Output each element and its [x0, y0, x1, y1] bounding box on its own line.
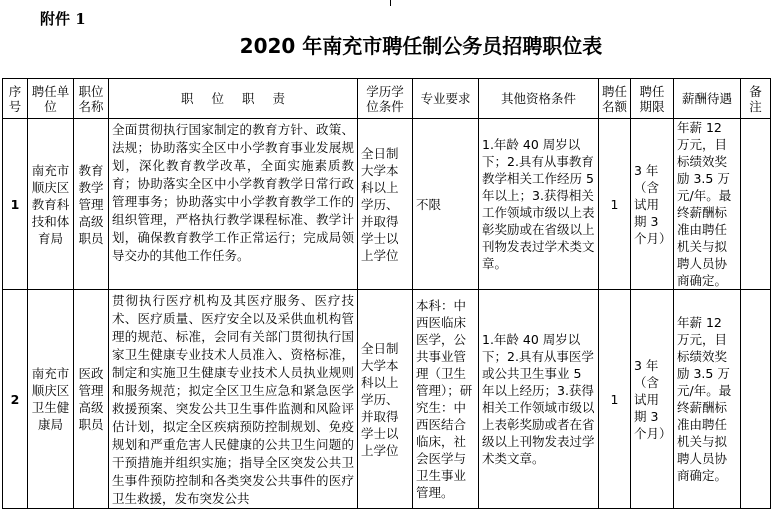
- cell-other: 1.年龄 40 周岁以下；2.具有从事医学或公共卫生事业 5 年以上经历；3.获得相关工作领域市级以上表彰奖励或者在省级以上刊物发表过学术类文章。: [479, 290, 599, 509]
- attachment-label: 附件 1: [40, 10, 86, 28]
- cell-education: 全日制大学本科以上学历、并取得学士以上学位: [358, 119, 413, 290]
- cell-seq: 2: [3, 290, 28, 509]
- header-duties: 职 位 职 责: [109, 79, 358, 119]
- cell-quota: 1: [599, 119, 631, 290]
- header-quota: 聘任名额: [599, 79, 631, 119]
- header-remarks: 备注: [741, 79, 771, 119]
- cell-remarks: [741, 119, 771, 290]
- header-major: 专业要求: [413, 79, 479, 119]
- header-seq: 序号: [3, 79, 28, 119]
- cell-seq: 1: [3, 119, 28, 290]
- header-salary: 薪酬待遇: [674, 79, 741, 119]
- cell-term: 3 年（含试用期 3 个月）: [631, 290, 674, 509]
- cell-major: 不限: [413, 119, 479, 290]
- cell-unit: 南充市顺庆区教育科技和体育局: [28, 119, 74, 290]
- cell-major: 本科：中西医临床医学，公共事业管理（卫生管理）；研究生：中西医结合临床，社会医学与卫生事业管理。: [413, 290, 479, 509]
- header-position: 职位名称: [74, 79, 109, 119]
- cell-remarks: [741, 290, 771, 509]
- header-term: 聘任期限: [631, 79, 674, 119]
- table-row: [3, 290, 771, 509]
- cell-education: 全日制大学本科以上学历、并取得学士以上学位: [358, 290, 413, 509]
- document-title: 2020 年南充市聘任制公务员招聘职位表: [239, 34, 603, 58]
- cell-quota: 1: [599, 290, 631, 509]
- recruitment-table: [2, 78, 771, 509]
- cell-unit: 南充市顺庆区卫生健康局: [28, 290, 74, 509]
- cell-salary: 年薪 12 万元，目标绩效奖励 3.5 万元/年。最终薪酬标准由聘任机关与拟聘人员协商确定。: [674, 290, 741, 509]
- header-other: 其他资格条件: [479, 79, 599, 119]
- cell-duties: 全面贯彻执行国家制定的教育方针、政策、法规；协助落实全区中小学教育事业发展规划，深化教育教学改革，全面实施素质教育；协助落实全区中小学教育教学日常行政管理事务；协助落实中小学教育教学工作的组织管理，严格执行教学课程标准、教学计划，确保教育教学工作正常运行；完成局领导交办的其他工作任务。: [109, 119, 358, 290]
- cell-duties: 贯彻执行医疗机构及其医疗服务、医疗技术、医疗质量、医疗安全以及采供血机构管理的规范、标准，会同有关部门贯彻执行国家卫生健康专业技术人员准入、资格标准，制定和实施卫生健康专业技术人员执业规则和服务规范；拟定全区卫生应急和紧急医学救援预案、突发公共卫生事件监测和风险评估计划，拟定全区疾病预防控制规划、免疫规划和严重危害人民健康的公共卫生问题的干预措施并组织实施；指导全区突发公共卫生事件预防控制和各类突发公共事件的医疗卫生救援，发布突发公共: [109, 290, 358, 509]
- cell-position: 教育教学管理高级职员: [74, 119, 109, 290]
- text-cursor: [390, 0, 391, 6]
- cell-term: 3 年（含试用期 3 个月）: [631, 119, 674, 290]
- cell-salary: 年薪 12 万元，目标绩效奖励 3.5 万元/年。最终薪酬标准由聘任机关与拟聘人员协商确定。: [674, 119, 741, 290]
- cell-position: 医政管理高级职员: [74, 290, 109, 509]
- header-unit: 聘任单位: [28, 79, 74, 119]
- table-row: [3, 119, 771, 290]
- cell-other: 1.年龄 40 周岁以下；2.具有从事教育教学相关工作经历 5 年以上；3.获得相关工作领域市级以上表彰奖励或在省级以上刊物发表过学术类文章。: [479, 119, 599, 290]
- header-row: [3, 79, 771, 119]
- header-education: 学历学位条件: [358, 79, 413, 119]
